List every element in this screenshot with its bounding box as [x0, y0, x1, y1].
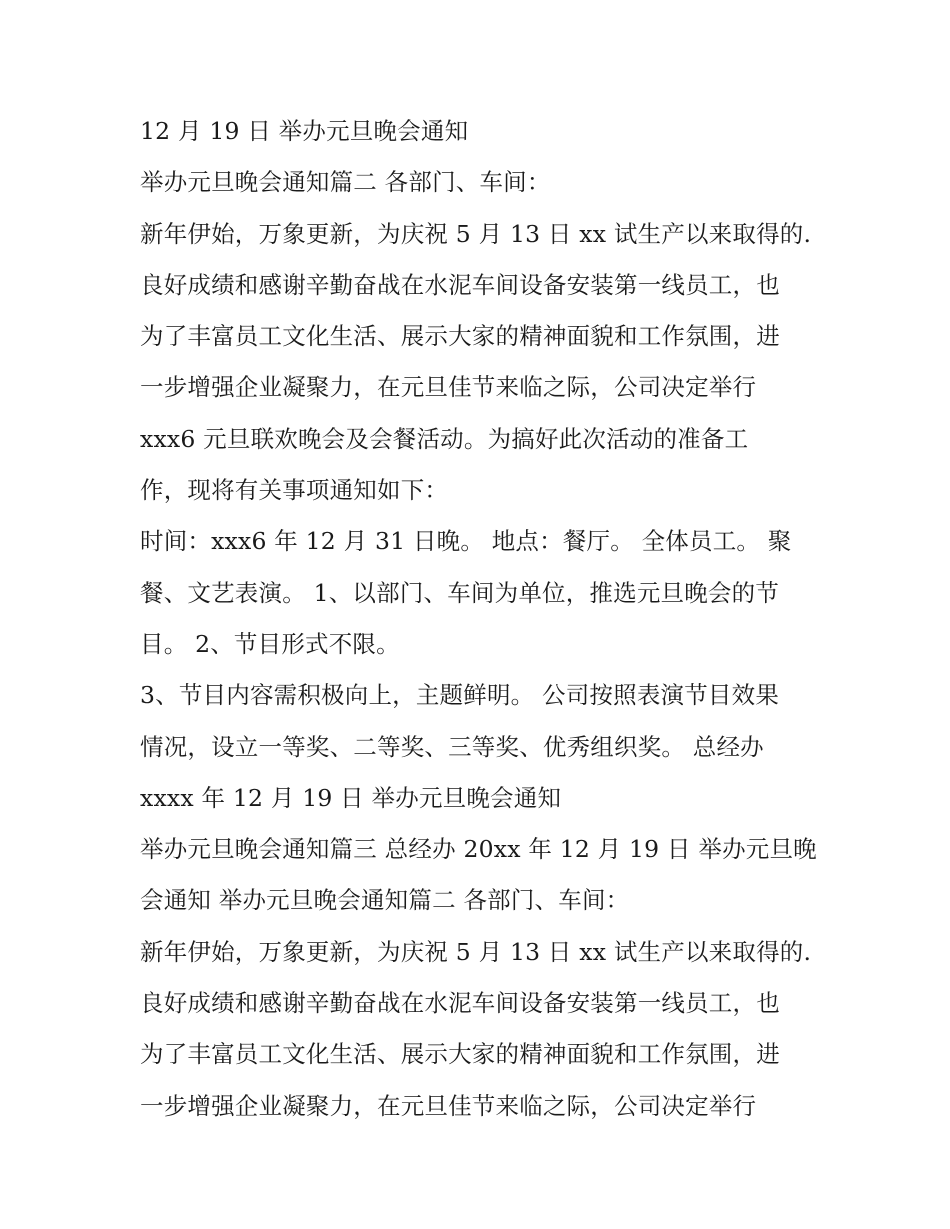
text-line: 为了丰富员工文化生活、展示大家的精神面貌和工作氛围，进 — [140, 1040, 780, 1069]
text-line: 良好成绩和感谢辛勤奋战在水泥车间设备安装第一线员工，也 — [140, 270, 780, 299]
text-line: 餐、文艺表演。 1、以部门、车间为单位，推选元旦晚会的节 — [140, 578, 780, 607]
text-line: 新年伊始，万象更新，为庆祝 5 月 13 日 xx 试生产以来取得的. — [140, 219, 812, 248]
text-line: xxx6 元旦联欢晚会及会餐活动。为搞好此次活动的准备工 — [140, 424, 749, 453]
text-line: 一步增强企业凝聚力，在元旦佳节来临之际，公司决定举行 — [140, 373, 757, 402]
text-line: 新年伊始，万象更新，为庆祝 5 月 13 日 xx 试生产以来取得的. — [140, 937, 812, 966]
text-line: 情况，设立一等奖、二等奖、三等奖、优秀组织奖。 总经办 — [140, 732, 764, 761]
text-line: xxxx 年 12 月 19 日 举办元旦晚会通知 — [140, 783, 562, 812]
text-line: 举办元旦晚会通知篇三 总经办 20xx 年 12 月 19 日 举办元旦晚 — [140, 835, 817, 864]
text-line: 时间：xxx6 年 12 月 31 日晚。 地点：餐厅。 全体员工。 聚 — [140, 527, 792, 556]
text-line: 为了丰富员工文化生活、展示大家的精神面貌和工作氛围，进 — [140, 322, 780, 351]
text-line: 举办元旦晚会通知篇二 各部门、车间： — [140, 168, 551, 197]
text-line: 作，现将有关事项通知如下： — [140, 476, 449, 505]
text-line: 良好成绩和感谢辛勤奋战在水泥车间设备安装第一线员工，也 — [140, 989, 780, 1018]
text-line: 会通知 举办元旦晚会通知篇二 各部门、车间： — [140, 886, 630, 915]
document-body — [140, 106, 830, 1132]
text-line: 3、节目内容需积极向上，主题鲜明。 公司按照表演节目效果 — [140, 681, 780, 710]
text-line: 12 月 19 日 举办元旦晚会通知 — [140, 117, 469, 145]
text-line: 目。 2、节目形式不限。 — [140, 629, 400, 658]
text-line: 一步增强企业凝聚力，在元旦佳节来临之际，公司决定举行 — [140, 1091, 757, 1120]
